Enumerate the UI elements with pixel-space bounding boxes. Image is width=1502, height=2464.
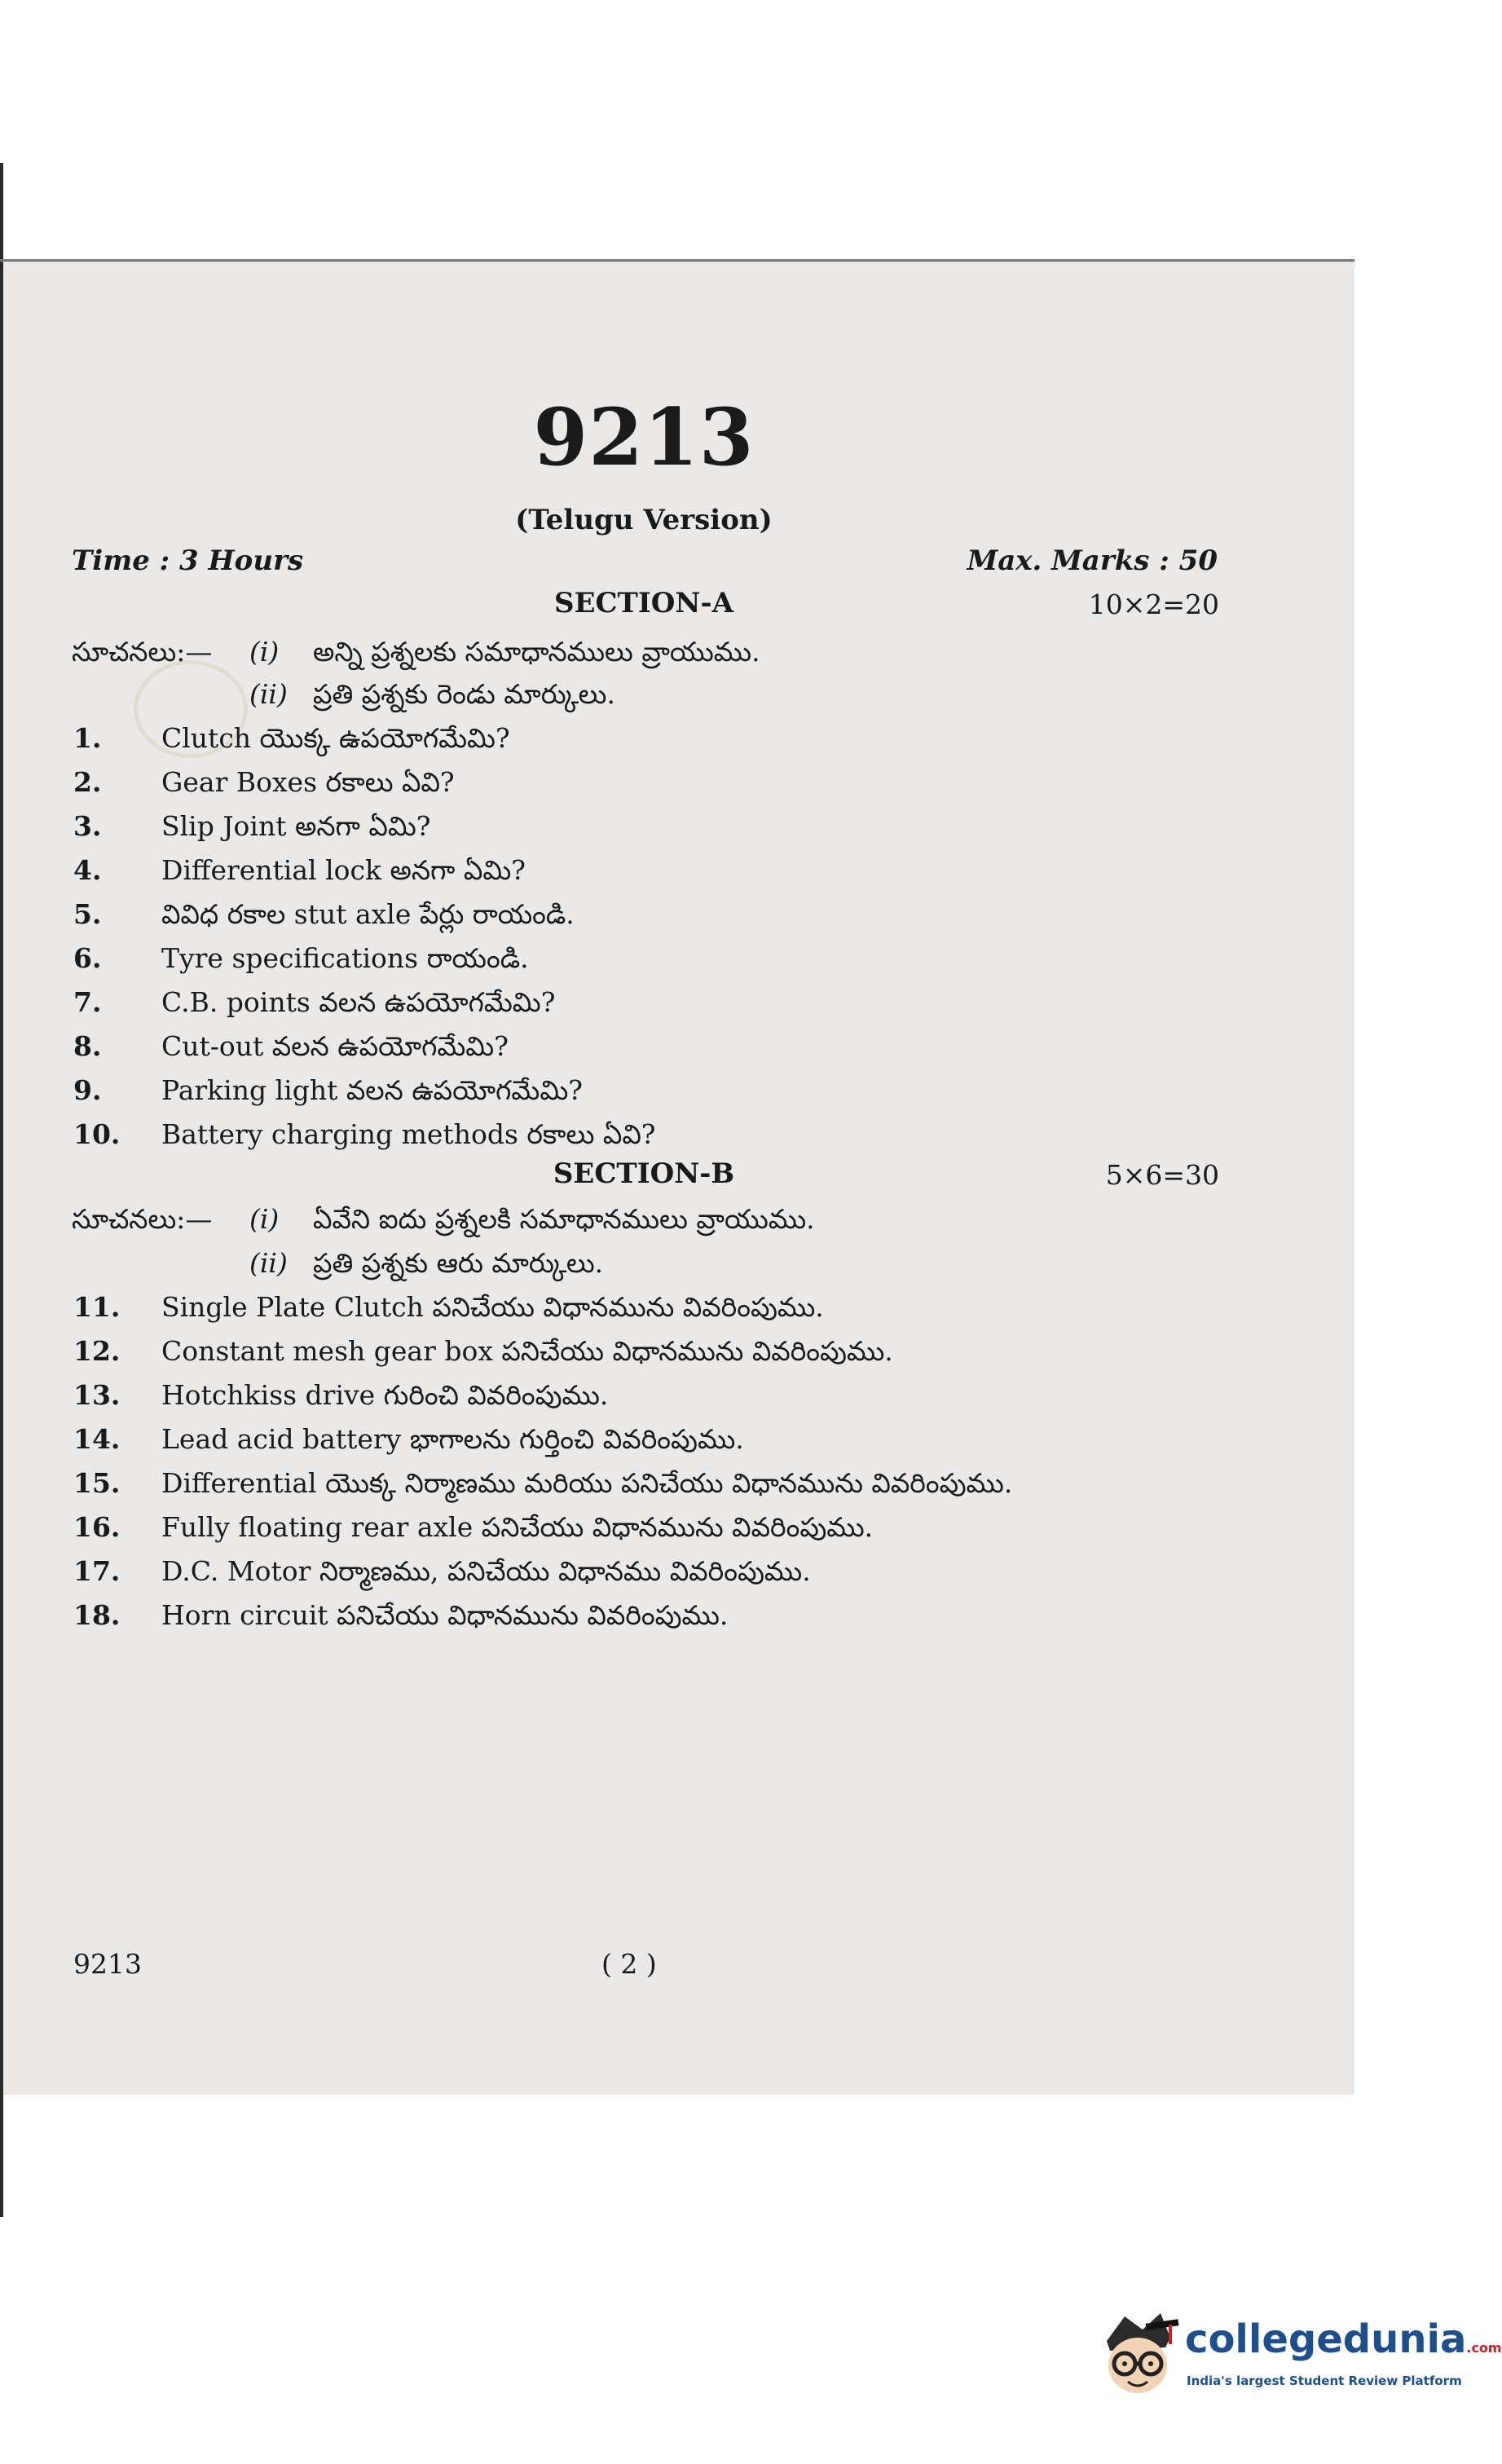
question-number: 2.: [73, 766, 102, 798]
section-b-title: SECTION-B: [553, 1157, 735, 1190]
question-number: 8.: [73, 1030, 102, 1062]
section-b-marks: 5×6=30: [1105, 1159, 1219, 1191]
question-number: 17.: [73, 1555, 121, 1587]
question-text: D.C. Motor నిర్మాణము, పనిచేయు విధానము వివరింపుము.: [161, 1555, 811, 1587]
question-number: 18.: [73, 1599, 121, 1631]
section-b-note-label: సూచనలు:—: [72, 1203, 213, 1235]
question-number: 10.: [73, 1118, 121, 1150]
question-number: 11.: [73, 1291, 121, 1323]
brand-tagline: India's largest Student Review Platform: [1187, 2374, 1462, 2388]
brand-domain: .com: [1466, 2340, 1502, 2356]
question-number: 7.: [73, 986, 102, 1018]
question-text: Lead acid battery భాగాలను గుర్తించి వివరింపుము.: [161, 1423, 744, 1455]
question-number: 16.: [73, 1511, 121, 1543]
section-a-title: SECTION-A: [554, 587, 733, 619]
question-text: Single Plate Clutch పనిచేయు విధానమును వివరింపుము.: [161, 1291, 824, 1323]
section-a-note-1-num: (i): [249, 636, 280, 668]
section-a-note-2-text: ప్రతి ప్రశ్నకు రెండు మార్కులు.: [313, 678, 615, 710]
section-a-note-1-text: అన్ని ప్రశ్నలకు సమాధానములు వ్రాయుము.: [313, 636, 760, 668]
section-b-note-2-num: (ii): [249, 1247, 288, 1279]
question-text: Gear Boxes రకాలు ఏవి?: [161, 766, 455, 798]
section-b-note-2-text: ప్రతి ప్రశ్నకు ఆరు మార్కులు.: [313, 1247, 604, 1279]
section-b-note-1-num: (i): [249, 1203, 280, 1235]
question-text: Cut-out వలన ఉపయోగమేమి?: [161, 1030, 509, 1062]
question-text: Tyre specifications రాయండి.: [161, 942, 529, 974]
version-label: (Telugu Version): [515, 504, 773, 536]
max-marks-label: Max. Marks : 50: [967, 544, 1218, 577]
section-a-note-label: సూచనలు:—: [72, 636, 213, 668]
question-text: Clutch యొక్క ఉపయోగమేమి?: [161, 722, 510, 754]
question-text: Horn circuit పనిచేయు విధానమును వివరింపుము.: [161, 1599, 729, 1631]
question-number: 1.: [73, 722, 102, 754]
question-number: 4.: [73, 854, 102, 886]
scan-top-edge: [0, 259, 1354, 262]
question-text: Slip Joint అనగా ఏమి?: [161, 810, 431, 842]
question-text: వివిధ రకాల stut axle పేర్లు రాయండి.: [161, 898, 575, 930]
question-text: Constant mesh gear box పనిచేయు విధానమును వివరింపుము.: [161, 1335, 893, 1367]
footer-paper-code: 9213: [73, 1948, 142, 1980]
time-label: Time : 3 Hours: [72, 544, 304, 577]
section-a-marks: 10×2=20: [1088, 588, 1219, 620]
question-number: 6.: [73, 942, 102, 974]
collegedunia-logo[interactable]: [1092, 2305, 1502, 2411]
brand-name: collegedunia.com: [1185, 2316, 1502, 2362]
question-number: 5.: [73, 898, 102, 930]
page-number: ( 2 ): [601, 1948, 657, 1980]
question-text: Differential యొక్క నిర్మాణము మరియు పనిచేయు విధానమును వివరింపుము.: [161, 1467, 1013, 1499]
question-number: 9.: [73, 1074, 102, 1106]
question-text: Parking light వలన ఉపయోగమేమి?: [161, 1074, 583, 1106]
question-number: 15.: [73, 1467, 121, 1499]
paper-code: 9213: [533, 391, 755, 483]
question-text: Hotchkiss drive గురించి వివరింపుము.: [161, 1379, 609, 1411]
mascot-icon: [1092, 2305, 1182, 2411]
question-text: C.B. points వలన ఉపయోగమేమి?: [161, 986, 556, 1018]
question-number: 3.: [73, 810, 102, 842]
question-number: 12.: [73, 1335, 121, 1367]
section-b-note-1-text: ఏవేని ఐదు ప్రశ్నలకి సమాధానములు వ్రాయుము.: [313, 1203, 815, 1235]
section-a-note-2-num: (ii): [249, 678, 288, 710]
question-text: Differential lock అనగా ఏమి?: [161, 854, 526, 886]
question-number: 13.: [73, 1379, 121, 1411]
question-text: Fully floating rear axle పనిచేయు విధానమును వివరింపుము.: [161, 1511, 874, 1543]
question-text: Battery charging methods రకాలు ఏవి?: [161, 1118, 656, 1150]
question-number: 14.: [73, 1423, 121, 1455]
